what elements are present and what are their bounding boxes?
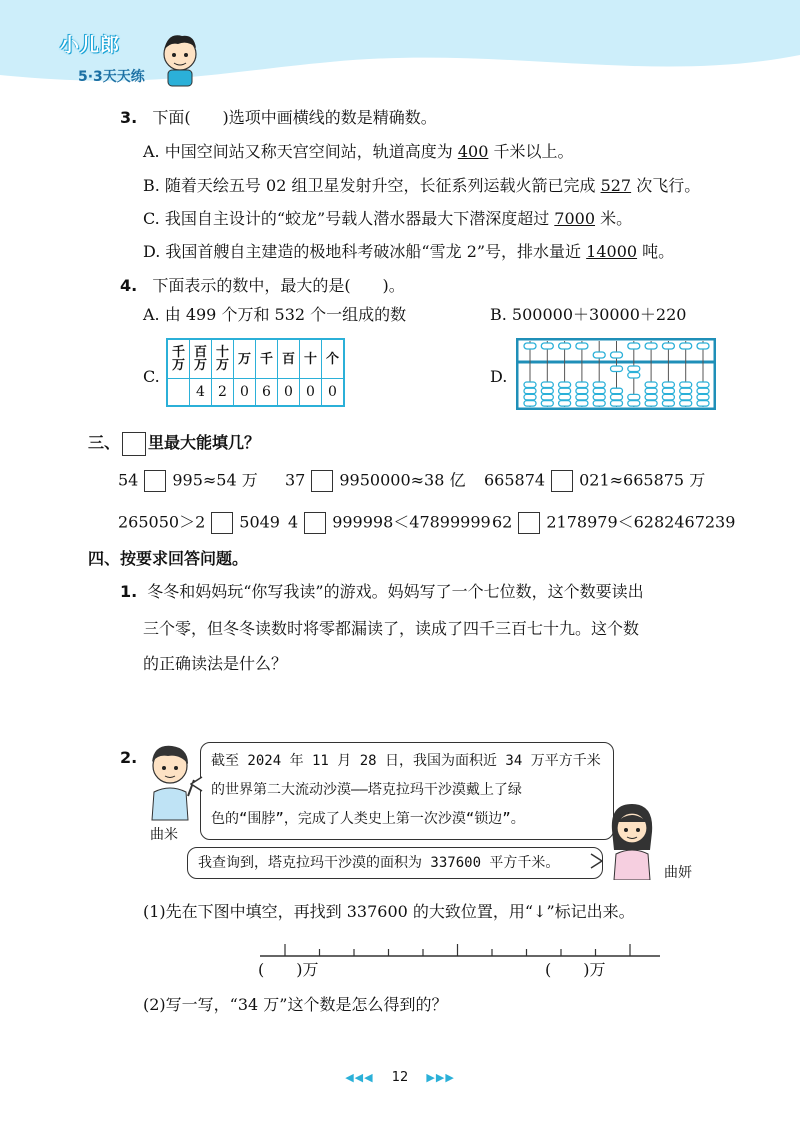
abacus-bead	[697, 394, 709, 400]
q4-number: 4.	[120, 276, 138, 295]
abacus-bead	[593, 401, 605, 407]
abacus-bead	[541, 394, 553, 400]
abacus-bead	[697, 382, 709, 388]
q3-number: 3.	[120, 108, 138, 127]
q4-1-line3: 的正确读法是什么？	[143, 654, 288, 673]
boy-name: 曲米	[150, 827, 178, 843]
place-header: 十	[300, 339, 322, 379]
abacus-bead	[645, 388, 657, 394]
place-value-table	[166, 338, 345, 407]
abacus-bead	[541, 343, 553, 349]
bubble-tail-icon	[190, 776, 204, 792]
abacus-bead	[697, 401, 709, 407]
place-digit: 6	[256, 379, 278, 407]
place-digit: 0	[234, 379, 256, 407]
abacus-bead	[541, 388, 553, 394]
abacus-bead	[611, 352, 623, 358]
answer-box[interactable]	[304, 512, 326, 534]
speech-bubble-girl: 我查询到，塔克拉玛干沙漠的面积为 337600 平方千米。	[187, 847, 603, 879]
abacus-bead	[524, 401, 536, 407]
number-line	[255, 940, 665, 962]
abacus-bead	[559, 382, 571, 388]
abacus-bead	[541, 382, 553, 388]
q3-option-b: B. 随着天绘五号 02 组卫星发射升空，长征系列运载火箭已完成 527 次飞行。	[143, 176, 701, 195]
abacus-bead	[611, 394, 623, 400]
abacus-bead	[576, 343, 588, 349]
abacus-bead	[680, 382, 692, 388]
abacus-bead	[680, 388, 692, 394]
abacus-bead	[680, 394, 692, 400]
abacus-bead	[524, 343, 536, 349]
place-header: 个	[322, 339, 345, 379]
place-digit: 0	[278, 379, 300, 407]
q3-option-a: A. 中国空间站又称天宫空间站，轨道高度为 400 千米以上。	[143, 142, 574, 161]
abacus-bead	[559, 343, 571, 349]
place-digit: 2	[212, 379, 234, 407]
place-header: 万	[234, 339, 256, 379]
abacus-bead	[611, 401, 623, 407]
q3-option-d: D. 我国首艘自主建造的极地科考破冰船“雪龙 2”号，排水量近 14000 吨。	[143, 242, 675, 261]
abacus-bead	[645, 343, 657, 349]
abacus-bead	[559, 394, 571, 400]
abacus-bead	[576, 394, 588, 400]
girl-name: 曲妍	[664, 865, 692, 881]
place-header: 千万	[167, 339, 190, 379]
abacus-bead	[593, 388, 605, 394]
fill-item: 265050＞2 5049	[118, 512, 280, 534]
place-header: 十万	[212, 339, 234, 379]
next-arrows-icon: ▶▶▶	[426, 1071, 455, 1084]
q4-stem: 4. 下面表示的数中，最大的是( )。	[120, 276, 405, 295]
answer-box[interactable]	[518, 512, 540, 534]
abacus-bead	[524, 388, 536, 394]
q4-1-line2: 三个零，但冬冬读数时将零都漏读了，读成了四千三百七十九。这个数	[143, 619, 640, 638]
section-4-title: 四、按要求回答问题。	[88, 549, 249, 568]
boy-mascot-icon	[158, 28, 202, 88]
abacus-bead	[645, 394, 657, 400]
abacus-bead	[611, 366, 623, 372]
logo-subtitle: 5·3天天练	[78, 69, 145, 85]
abacus-bead	[611, 388, 623, 394]
place-digit: 0	[322, 379, 345, 407]
abacus-icon	[516, 338, 716, 410]
number-line-right-label: ( )万	[545, 960, 606, 979]
logo-title: 小儿郎	[60, 34, 121, 56]
q4-1-line1: 1. 冬冬和妈妈玩“你写我读”的游戏。妈妈写了一个七位数，这个数要读出	[120, 582, 644, 601]
answer-box[interactable]	[551, 470, 573, 492]
place-digit	[167, 379, 190, 407]
place-digit: 4	[190, 379, 212, 407]
abacus-bead	[524, 394, 536, 400]
q3-option-c: C. 我国自主设计的“蛟龙”号载人潜水器最大下潜深度超过 7000 米。	[143, 209, 633, 228]
answer-box[interactable]	[144, 470, 166, 492]
abacus-bead	[593, 394, 605, 400]
page-number: 12	[391, 1070, 409, 1085]
blank-square-icon	[122, 432, 146, 456]
answer-box[interactable]	[211, 512, 233, 534]
abacus-bead	[680, 401, 692, 407]
abacus-bead	[645, 382, 657, 388]
section-3-title: 三、 里最大能填几？	[88, 430, 260, 456]
abacus-bead	[576, 382, 588, 388]
place-header: 百	[278, 339, 300, 379]
abacus-bead	[628, 401, 640, 407]
q4-option-c-label: C.	[143, 367, 160, 386]
fill-item: 665874 021≈665875 万	[484, 470, 705, 492]
abacus-bead	[680, 343, 692, 349]
place-header: 百万	[190, 339, 212, 379]
q4-option-b: B. 500000＋30000＋220	[490, 305, 687, 324]
abacus-bead	[697, 388, 709, 394]
abacus-bead	[559, 388, 571, 394]
fill-item: 54 995≈54 万	[118, 470, 258, 492]
abacus-bead	[593, 352, 605, 358]
q3-stem: 3. 下面( )选项中画横线的数是精确数。	[120, 108, 437, 127]
place-digit: 0	[300, 379, 322, 407]
abacus-bead	[697, 343, 709, 349]
abacus-bead	[628, 343, 640, 349]
prev-arrows-icon: ◀◀◀	[345, 1071, 374, 1084]
abacus-bead	[628, 366, 640, 372]
sub-question-1: (1)先在下图中填空，再找到 337600 的大致位置，用“↓”标记出来。	[143, 902, 635, 921]
sub-question-2: (2)写一写，“34 万”这个数是怎么得到的？	[143, 995, 448, 1014]
q4-2-number: 2.	[120, 748, 138, 767]
abacus-bead	[541, 401, 553, 407]
answer-box[interactable]	[311, 470, 333, 492]
abacus-bead	[662, 343, 674, 349]
abacus-bead	[662, 388, 674, 394]
q4-option-d-label: D.	[490, 367, 508, 386]
q4-option-a: A. 由 499 个万和 532 个一组成的数	[143, 305, 407, 324]
fill-item: 4 999998＜47899999	[288, 512, 491, 534]
bubble-tail-icon	[589, 853, 603, 869]
abacus-bead	[576, 388, 588, 394]
abacus-bead	[628, 373, 640, 379]
abacus-bead	[662, 401, 674, 407]
abacus-bead	[524, 382, 536, 388]
place-header: 千	[256, 339, 278, 379]
number-line-left-label: ( )万	[258, 960, 319, 979]
number-line-ticks	[285, 944, 630, 956]
abacus-bead	[576, 401, 588, 407]
fill-item: 37 9950000≈38 亿	[285, 470, 465, 492]
abacus-bead	[662, 394, 674, 400]
abacus-bead	[559, 401, 571, 407]
abacus-bead	[628, 394, 640, 400]
girl-illustration-icon	[604, 800, 660, 880]
abacus-bead	[593, 382, 605, 388]
speech-bubble-boy: 截至 2024 年 11 月 28 日，我国为面积近 34 万平方千米 的世界第二大流动沙漠——塔克拉玛干沙漠戴上了绿 色的“围脖”，完成了人类史上第一次沙漠“锁边”。	[200, 742, 614, 840]
abacus-bead	[645, 401, 657, 407]
page-footer	[0, 1070, 800, 1085]
abacus-bead	[662, 382, 674, 388]
fill-item: 62 2178979＜6282467239	[492, 512, 735, 534]
place-value-header-row	[167, 339, 344, 379]
place-value-digit-row	[167, 379, 344, 407]
